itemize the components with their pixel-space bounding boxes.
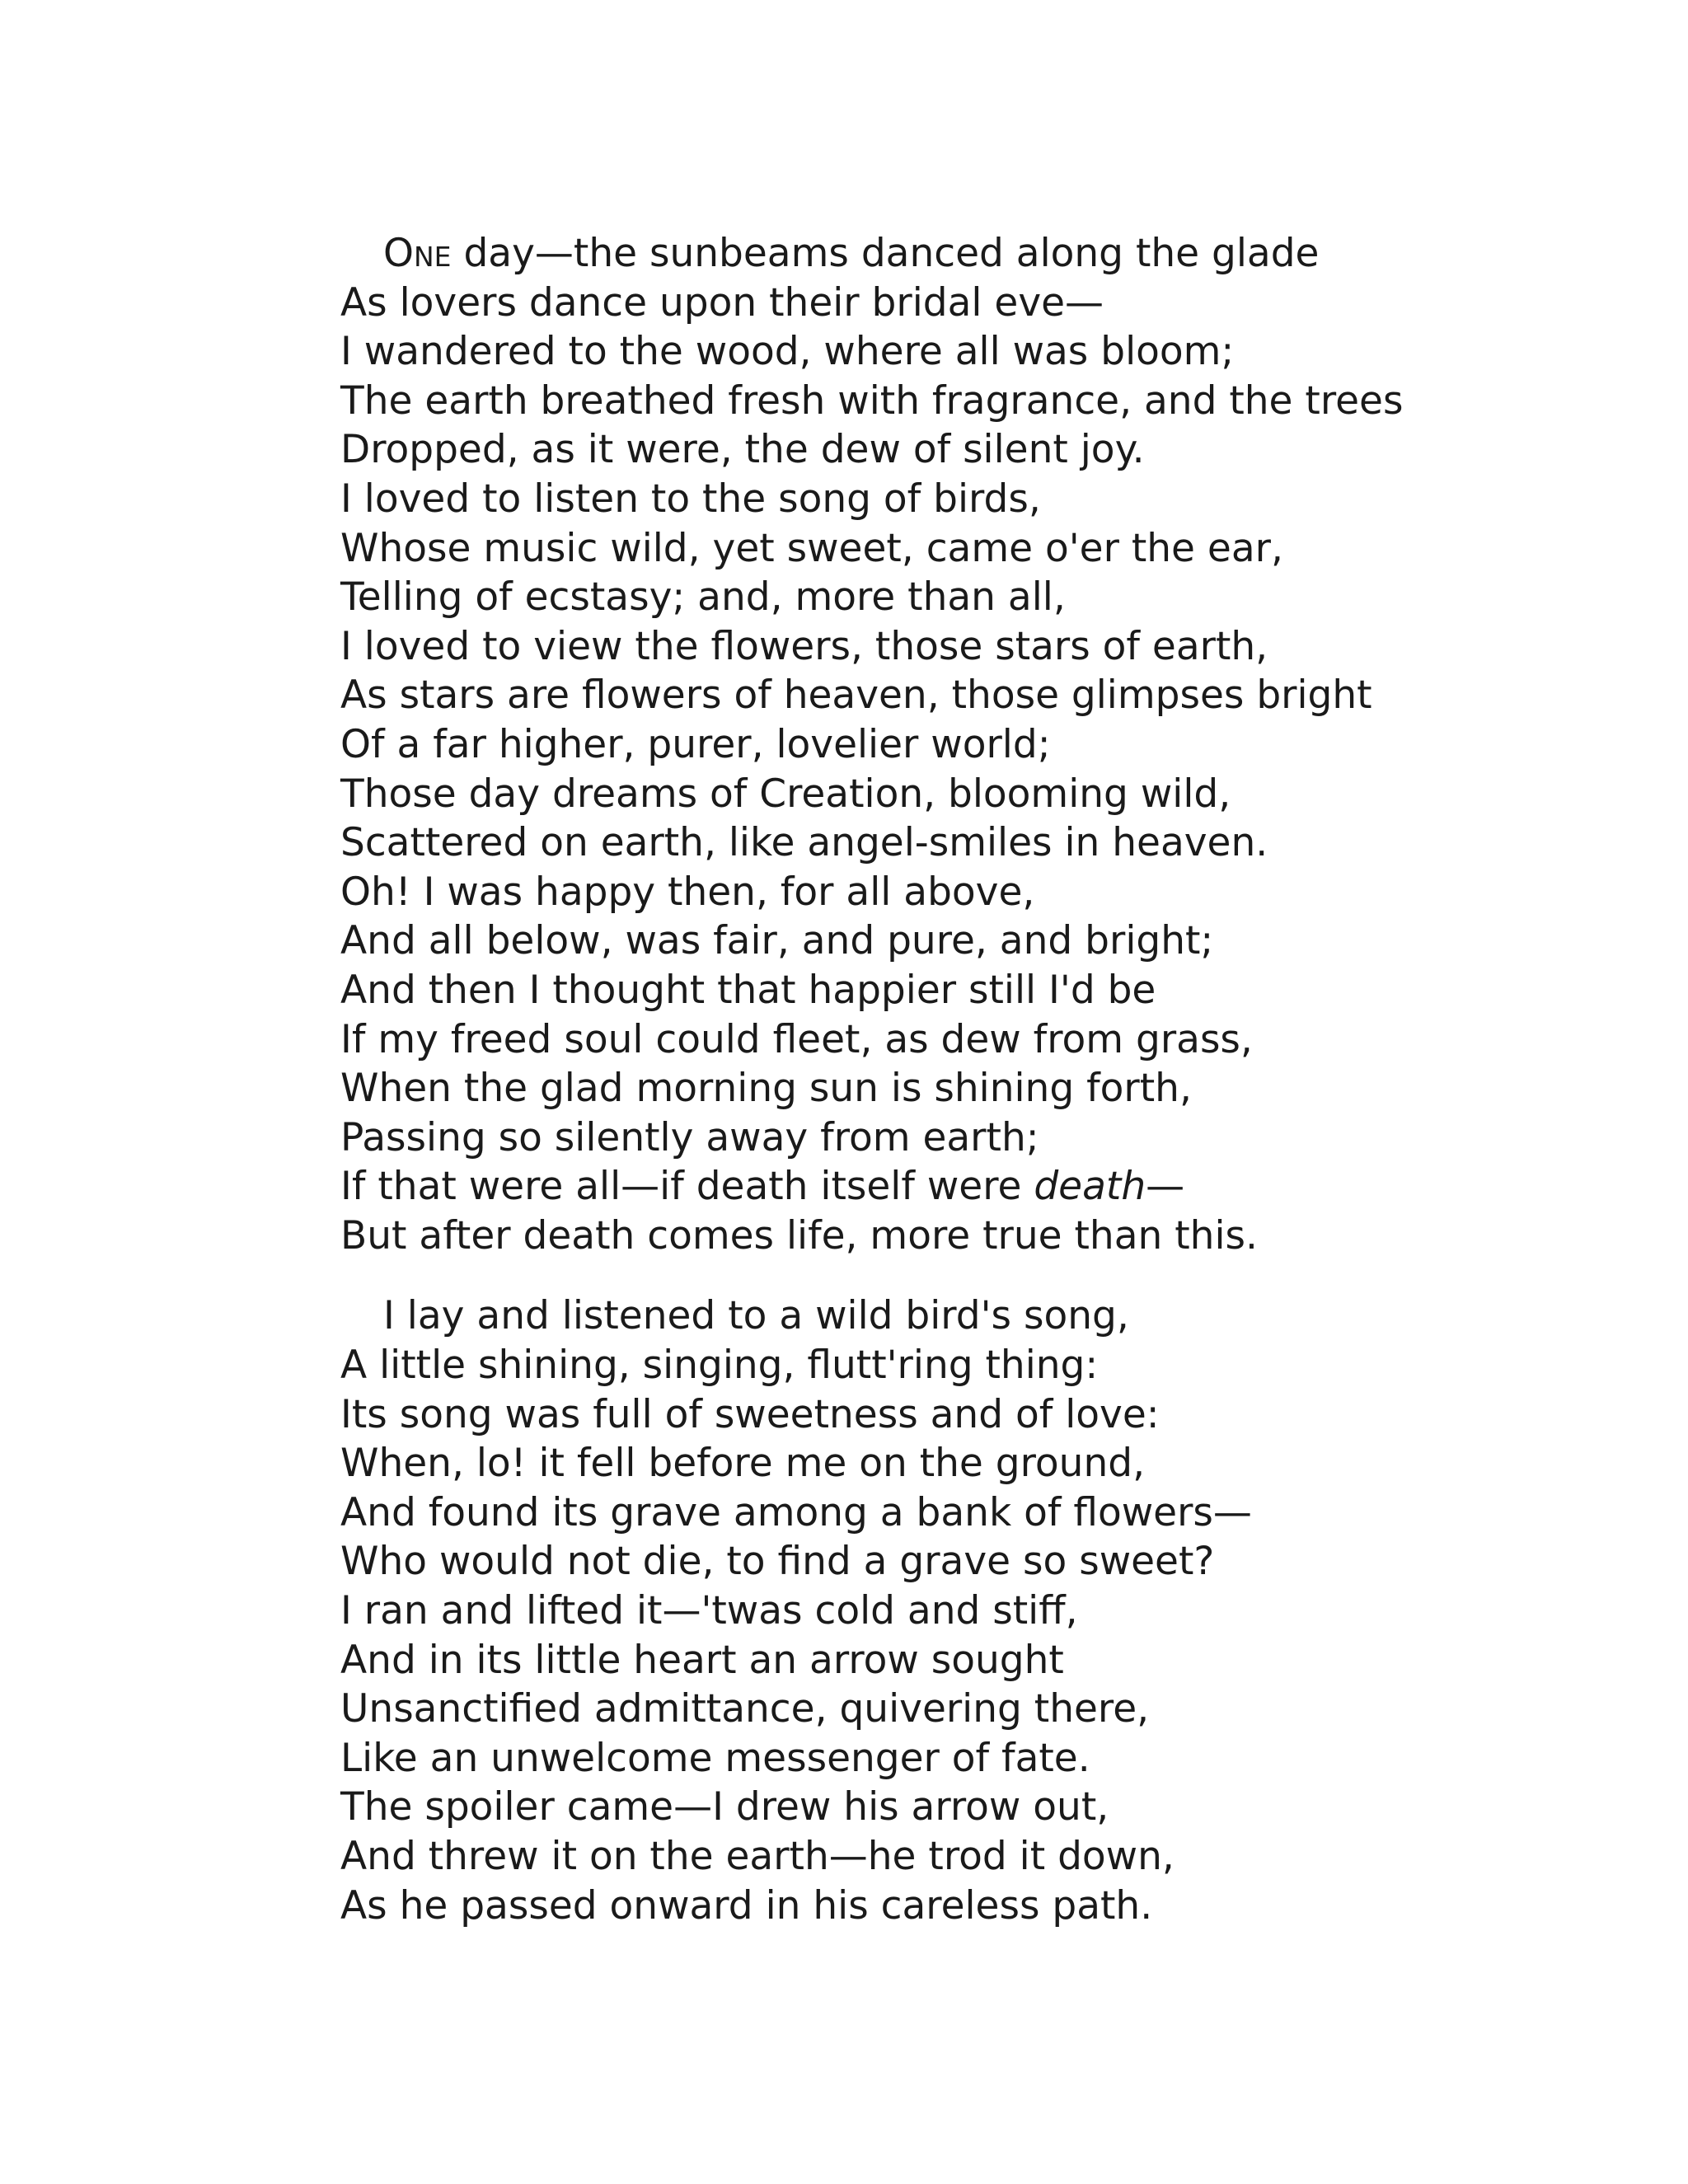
poem-line: I loved to view the flowers, those stars of earth, bbox=[340, 623, 1268, 669]
poem-line: A little shining, singing, flutt'ring thing: bbox=[340, 1343, 1099, 1389]
stanza-1 bbox=[340, 229, 1412, 1260]
poem-line: But after death comes life, more true than this. bbox=[340, 1212, 1258, 1258]
line-text: day—the sunbeams danced along the glade bbox=[451, 231, 1320, 276]
line-text: — bbox=[1146, 1164, 1185, 1210]
poem-line: As he passed onward in his careless path. bbox=[340, 1882, 1153, 1929]
poem-line: Oh! I was happy then, for all above, bbox=[340, 869, 1035, 915]
poem-line: And found its grave among a bank of flowers— bbox=[340, 1489, 1252, 1535]
stanza-2 bbox=[340, 1291, 1412, 1930]
poem-line: When the glad morning sun is shining forth, bbox=[340, 1066, 1192, 1112]
poem-line: When, lo! it fell before me on the ground, bbox=[340, 1441, 1146, 1487]
line-text: If that were all—if death itself were bbox=[340, 1164, 1034, 1210]
poem-line: Telling of ecstasy; and, more than all, bbox=[340, 574, 1066, 621]
small-caps-lead-word: One bbox=[383, 231, 452, 276]
poem-line: Who would not die, to find a grave so sweet? bbox=[340, 1539, 1215, 1585]
poem-line: Those day dreams of Creation, blooming wild, bbox=[340, 771, 1231, 817]
poem-line: Dropped, as it were, the dew of silent joy. bbox=[340, 427, 1145, 473]
poem-line: I wandered to the wood, where all was bloom; bbox=[340, 329, 1235, 375]
poem-line: As lovers dance upon their bridal eve— bbox=[340, 279, 1104, 326]
poem-line bbox=[340, 229, 1412, 279]
poem-line: The spoiler came—I drew his arrow out, bbox=[340, 1784, 1109, 1830]
poem-line: And in its little heart an arrow sought bbox=[340, 1637, 1064, 1683]
poem-line: As stars are flowers of heaven, those glimpses bright bbox=[340, 673, 1372, 719]
poem-line: I lay and listened to a wild bird's song, bbox=[383, 1293, 1129, 1339]
italic-word: death bbox=[1034, 1164, 1146, 1210]
poem-line: Unsanctified admittance, quivering there, bbox=[340, 1686, 1150, 1732]
poem bbox=[340, 229, 1412, 1930]
poem-line: Like an unwelcome messenger of fate. bbox=[340, 1735, 1090, 1781]
poem-line: If my freed soul could fleet, as dew from grass, bbox=[340, 1016, 1253, 1062]
poem-line: Whose music wild, yet sweet, came o'er the ear, bbox=[340, 525, 1283, 571]
poem-line: And threw it on the earth—he trod it down, bbox=[340, 1834, 1175, 1879]
poem-line: Of a far higher, purer, lovelier world; bbox=[340, 721, 1051, 767]
poem-line: And then I thought that happier still I'd be bbox=[340, 967, 1156, 1013]
poem-line: And all below, was fair, and pure, and bright; bbox=[340, 918, 1214, 964]
poem-line bbox=[340, 1162, 1412, 1212]
poem-line: Its song was full of sweetness and of love: bbox=[340, 1391, 1160, 1437]
poem-line: The earth breathed fresh with fragrance, and the trees bbox=[340, 377, 1404, 424]
poem-line: Passing so silently away from earth; bbox=[340, 1114, 1039, 1160]
poem-line: Scattered on earth, like angel-smiles in heaven. bbox=[340, 820, 1268, 866]
poem-line: I loved to listen to the song of birds, bbox=[340, 476, 1041, 522]
poem-line: I ran and lifted it—'twas cold and stiff, bbox=[340, 1588, 1078, 1634]
